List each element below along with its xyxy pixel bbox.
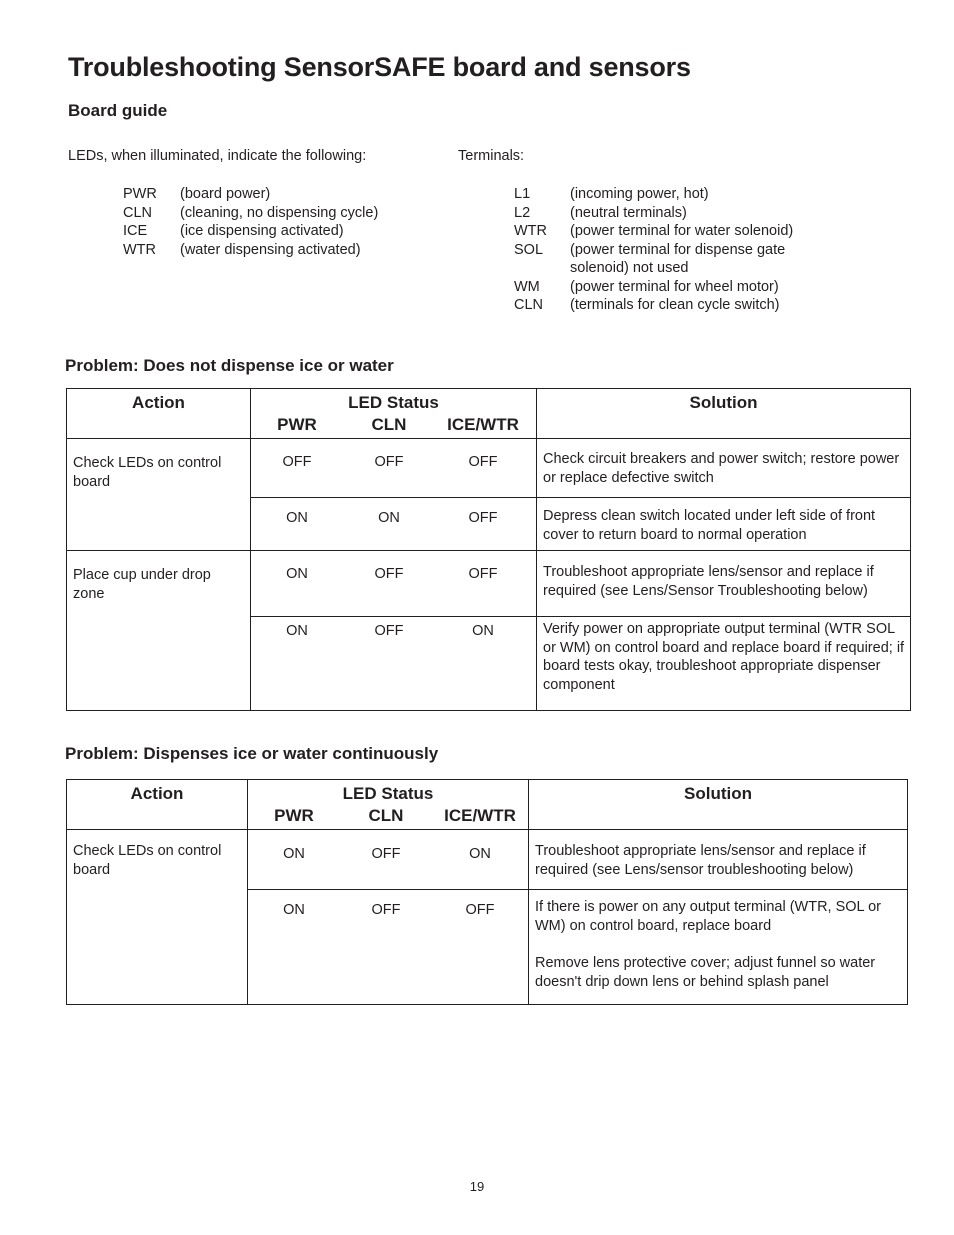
solution-cell: Depress clean switch located under left side of front cover to return board to normal operation <box>543 508 876 543</box>
terminal-desc: (power terminal for dispense gate <box>570 241 786 258</box>
terminal-code: WM <box>514 278 540 295</box>
header-solution: Solution <box>689 393 758 412</box>
header-action: Action <box>130 784 184 803</box>
led-pwr-value: ON <box>286 566 308 582</box>
led-pwr-value: ON <box>283 902 305 918</box>
solution-cell: Troubleshoot appropriate lens/sensor and replace if required (see Lens/sensor troubleshooting below) <box>535 843 866 878</box>
header-led-status: LED Status <box>348 393 439 412</box>
row-divider <box>250 497 910 498</box>
terminal-desc-continued: solenoid) not used <box>570 260 689 276</box>
solution-cell: Troubleshoot appropriate lens/sensor and replace if required (see Lens/Sensor Troubleshooting below) <box>543 564 874 599</box>
terminal-code: L2 <box>514 204 531 221</box>
terminal-legend-item-continued <box>514 259 793 278</box>
led-pwr-value: ON <box>286 510 308 526</box>
terminal-desc: (neutral terminals) <box>570 204 687 221</box>
column-divider <box>247 780 248 1004</box>
header-pwr: PWR <box>277 415 317 434</box>
led-cln-value: OFF <box>371 902 401 918</box>
led-desc: (water dispensing activated) <box>180 241 361 258</box>
terminal-code: WTR <box>514 223 548 239</box>
row-divider <box>67 550 910 551</box>
terminal-code: L1 <box>514 186 531 202</box>
led-legend-item <box>123 185 378 204</box>
action-cell: Check LEDs on control board <box>73 843 222 878</box>
led-pwr-value: OFF <box>282 454 312 470</box>
action-cell: Check LEDs on control board <box>73 455 222 490</box>
problem-1-title: Problem: Does not dispense ice or water <box>65 356 394 375</box>
led-legend-item <box>123 204 378 223</box>
terminal-legend-item <box>514 204 793 223</box>
led-code: CLN <box>123 204 153 221</box>
terminal-legend-item <box>514 222 793 241</box>
header-divider <box>67 829 907 830</box>
led-desc: (ice dispensing activated) <box>180 223 344 239</box>
led-icewtr-value: OFF <box>468 510 498 526</box>
led-cln-value: OFF <box>374 566 404 582</box>
header-led-status: LED Status <box>342 784 434 803</box>
page-title: Troubleshooting SensorSAFE board and sensors <box>68 52 691 82</box>
led-cln-value: OFF <box>371 846 401 862</box>
led-cln-value: OFF <box>374 623 404 639</box>
header-pwr: PWR <box>274 806 314 825</box>
led-legend-list <box>123 185 378 259</box>
leds-intro: LEDs, when illuminated, indicate the following: <box>68 148 367 164</box>
solution-cell: Verify power on appropriate output terminal (WTR SOL or WM) on control board and replace board if required; if board tests okay, troubleshoot appropriate dispenser component <box>543 621 905 693</box>
row-divider <box>250 616 910 617</box>
terminal-desc: (terminals for clean cycle switch) <box>570 297 780 313</box>
solution-cell-secondary: Remove lens protective cover; adjust funnel so water doesn't drip down lens or behind splash panel <box>535 955 876 990</box>
led-code: WTR <box>123 241 157 258</box>
led-legend-item <box>123 222 378 241</box>
led-desc: (cleaning, no dispensing cycle) <box>180 204 379 221</box>
led-pwr-value: ON <box>283 846 305 862</box>
solution-cell: Check circuit breakers and power switch; restore power or replace defective switch <box>543 451 900 486</box>
terminal-legend-list <box>514 185 793 315</box>
problem-1-table <box>66 388 911 711</box>
terminal-code: CLN <box>514 297 544 313</box>
led-code: ICE <box>123 223 148 239</box>
problem-2-table <box>66 779 908 1005</box>
led-cln-value: ON <box>378 510 400 526</box>
header-cln: CLN <box>368 806 404 825</box>
led-cln-value: OFF <box>374 454 404 470</box>
terminal-legend-item <box>514 185 793 204</box>
solution-cell: If there is power on any output terminal (WTR, SOL or WM) on control board, replace board <box>535 899 881 934</box>
led-icewtr-value: ON <box>469 846 491 862</box>
terminal-legend-item <box>514 241 793 260</box>
led-icewtr-value: ON <box>472 623 494 639</box>
led-desc: (board power) <box>180 186 271 202</box>
led-icewtr-value: OFF <box>468 454 498 470</box>
row-divider <box>247 889 907 890</box>
header-cln: CLN <box>371 415 407 434</box>
header-action: Action <box>132 393 185 412</box>
terminal-code: SOL <box>514 241 544 258</box>
page-number: 19 <box>469 1179 485 1194</box>
terminal-legend-item <box>514 296 793 315</box>
led-code: PWR <box>123 186 157 202</box>
header-solution: Solution <box>684 784 752 803</box>
terminal-desc: (power terminal for wheel motor) <box>570 278 779 295</box>
led-pwr-value: ON <box>286 623 308 639</box>
action-cell: Place cup under drop zone <box>73 567 211 602</box>
terminal-desc: (power terminal for water solenoid) <box>570 223 794 239</box>
header-divider <box>67 438 910 439</box>
led-icewtr-value: OFF <box>465 902 495 918</box>
terminals-intro: Terminals: <box>458 148 525 164</box>
header-ice-wtr: ICE/WTR <box>447 415 519 434</box>
led-icewtr-value: OFF <box>468 566 498 582</box>
led-legend-item <box>123 241 378 260</box>
terminal-desc: (incoming power, hot) <box>570 186 709 202</box>
terminal-legend-item <box>514 278 793 297</box>
problem-2-title: Problem: Dispenses ice or water continuously <box>65 744 439 763</box>
header-ice-wtr: ICE/WTR <box>444 806 516 825</box>
section-subtitle: Board guide <box>68 101 168 120</box>
